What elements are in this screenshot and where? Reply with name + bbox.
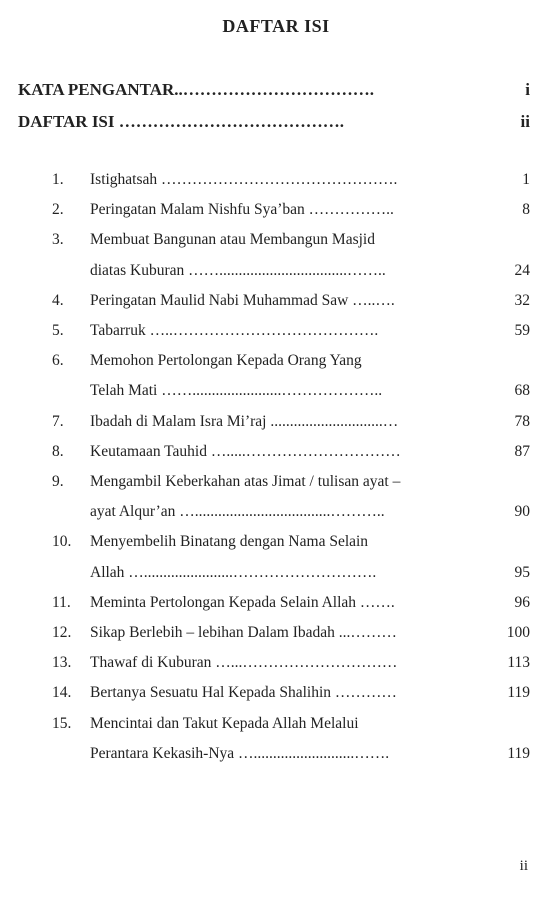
toc-entry-page: 87	[514, 442, 530, 460]
toc-entry-page: 1	[522, 171, 530, 188]
toc-entry-line	[0, 382, 552, 406]
toc-entry-line	[0, 292, 552, 316]
toc-entry-number: 10.	[52, 533, 72, 551]
toc-entry-text: diatas Kuburan …….................................……..	[90, 261, 386, 279]
toc-entry-number: 4.	[52, 291, 64, 309]
toc-entry-line	[0, 262, 552, 286]
toc-entry-page: 59	[514, 322, 530, 339]
toc-entry-text: Menyembelih Binatang dengan Nama Selain	[90, 533, 369, 551]
toc-entry-text: Peringatan Maulid Nabi Muhammad Saw …..….	[90, 291, 395, 309]
toc-entry-line	[0, 654, 552, 678]
toc-entry-line	[0, 533, 552, 557]
toc-entry-page: 90	[514, 503, 530, 521]
toc-entry-text: Mengambil Keberkahan atas Jimat / tulisan ayat –	[90, 473, 401, 490]
toc-entry-line	[0, 322, 552, 346]
toc-entry-text: Tabarruk …..………………………………….	[90, 322, 379, 339]
toc-front-daftar-isi	[18, 112, 530, 132]
toc-entry-text: Bertanya Sesuatu Hal Kepada Shalihin …………	[90, 684, 397, 702]
toc-entry-line	[0, 745, 552, 769]
toc-entry-number: 9.	[52, 473, 64, 490]
toc-entry-number: 3.	[52, 231, 64, 249]
toc-entry-page: 78	[514, 412, 530, 430]
toc-entry-number: 15.	[52, 714, 72, 732]
toc-entry-text: Thawaf di Kuburan …...…………………………	[90, 654, 398, 672]
toc-entry-text: Mencintai dan Takut Kepada Allah Melalui	[90, 714, 359, 732]
toc-front-label: DAFTAR ISI ………………………………….	[18, 112, 345, 131]
page-number: ii	[519, 858, 528, 874]
toc-entry-number: 5.	[52, 322, 64, 339]
toc-entry-text: Telah Mati …….......................………………..	[90, 382, 383, 400]
toc-entry-text: Istighatsah ……………………………………….	[90, 171, 398, 188]
toc-entry-number: 1.	[52, 171, 64, 188]
toc-entry-page: 8	[522, 201, 530, 219]
toc-entry-page: 119	[507, 684, 530, 702]
toc-entry-number: 13.	[52, 654, 72, 672]
toc-entry-page: 24	[514, 261, 530, 279]
page-title: DAFTAR ISI	[222, 16, 330, 36]
toc-entry-text: Sikap Berlebih – lebihan Dalam Ibadah ...………	[90, 624, 397, 641]
toc-entry-number: 8.	[52, 442, 64, 460]
toc-entry-line	[0, 201, 552, 225]
toc-entry-number: 6.	[52, 352, 64, 370]
toc-entry-text: Perantara Kekasih-Nya …..........................…….	[90, 744, 390, 762]
toc-entry-line	[0, 352, 552, 376]
toc-entry-text: Peringatan Malam Nishfu Sya’ban ……………..	[90, 201, 394, 219]
toc-entry-number: 11.	[52, 593, 71, 611]
toc-entry-text: ayat Alqur’an …...................................………..	[90, 503, 385, 521]
toc-entry-page: 95	[514, 563, 530, 581]
toc-entry-page: 113	[507, 654, 530, 672]
toc-entry-page: 96	[514, 593, 530, 611]
toc-entry-line	[0, 715, 552, 739]
toc-front-kata-pengantar	[18, 80, 530, 100]
toc-entry-line	[0, 231, 552, 255]
toc-entry-text: Ibadah di Malam Isra Mi’raj .............................…	[90, 412, 399, 430]
toc-entry-line	[0, 473, 552, 497]
toc-entry-number: 14.	[52, 684, 72, 702]
toc-entry-line	[0, 503, 552, 527]
toc-entry-number: 12.	[52, 624, 72, 641]
toc-entry-page: 32	[514, 291, 530, 309]
toc-entry-number: 2.	[52, 201, 64, 219]
toc-entry-text: Membuat Bangunan atau Membangun Masjid	[90, 231, 375, 249]
toc-entry-page: 100	[506, 624, 530, 641]
toc-entry-line	[0, 594, 552, 618]
toc-entry-line	[0, 443, 552, 467]
toc-entry-page: 119	[507, 744, 530, 762]
toc-front-page: i	[525, 80, 530, 99]
toc-entry-text: Keutamaan Tauhid ….....…………………………	[90, 442, 401, 460]
toc-front-label: KATA PENGANTAR..…………………………….	[18, 80, 375, 99]
toc-entry-page: 68	[514, 382, 530, 400]
toc-entry-text: Memohon Pertolongan Kepada Orang Yang	[90, 352, 362, 370]
toc-front-page: ii	[520, 112, 530, 131]
toc-entry-number: 7.	[52, 412, 64, 430]
toc-entry-text: Allah ….......................……………………….	[90, 563, 377, 581]
toc-entry-line	[0, 413, 552, 437]
toc-entry-line	[0, 564, 552, 588]
toc-entry-line	[0, 684, 552, 708]
toc-entry-line	[0, 624, 552, 648]
toc-entry-line	[0, 171, 552, 195]
toc-entry-text: Meminta Pertolongan Kepada Selain Allah …….	[90, 593, 395, 611]
